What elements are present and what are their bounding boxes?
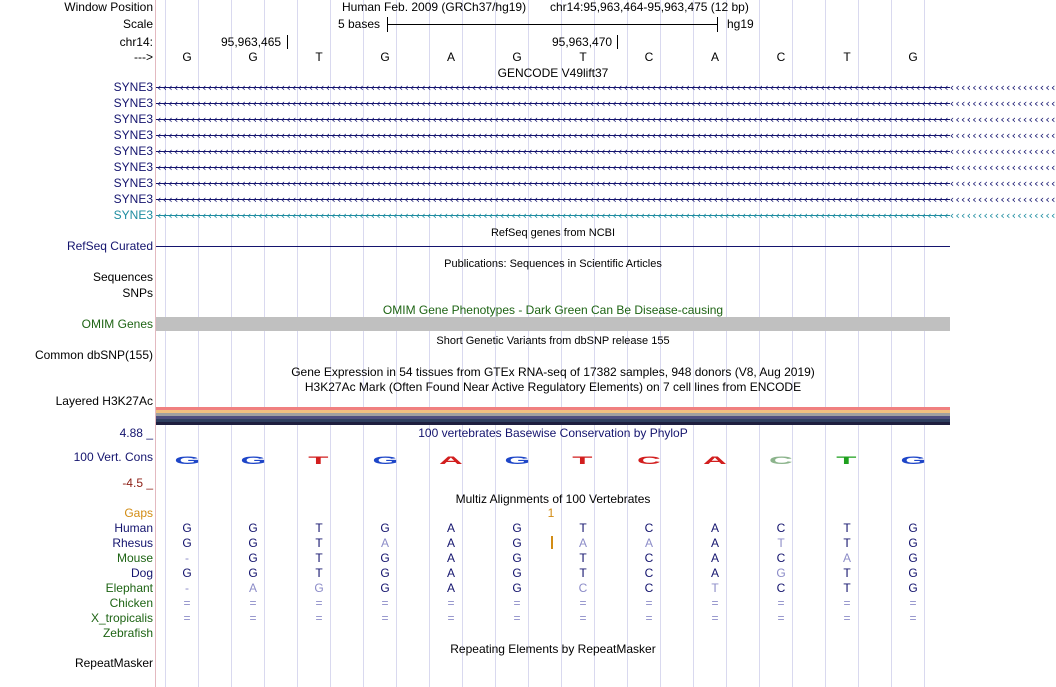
alignment-base: G [248,521,258,535]
reference-base: T [315,50,323,64]
snps-label[interactable]: SNPs [122,286,153,300]
species-label-elephant[interactable]: Elephant [105,581,153,595]
reference-base: C [776,50,786,64]
strand-arrows: ‹‹‹‹‹‹‹‹‹‹‹‹‹‹‹‹‹‹‹‹‹‹‹‹‹‹‹‹‹‹‹‹‹‹‹‹‹‹‹‹‹‹‹‹‹‹‹‹‹‹‹‹‹‹‹‹‹‹‹‹‹‹‹‹‹‹‹‹‹‹‹‹‹‹‹‹‹‹‹‹‹‹‹‹‹‹‹‹‹‹‹‹‹‹‹‹‹‹‹‹‹‹‹‹‹‹‹‹‹‹‹‹‹‹‹‹‹‹‹‹‹‹‹‹‹‹‹‹‹‹‹‹‹‹‹‹‹‹‹‹‹‹‹‹‹‹‹‹‹‹‹‹‹‹‹‹‹‹‹‹ [156,209,1056,222]
refseq-label[interactable]: RefSeq Curated [66,239,153,253]
alignment-base: = [447,611,455,625]
publications-title: Publications: Sequences in Scientific Articles [444,258,662,270]
refseq-gene[interactable] [156,239,950,254]
alignment-base: A [446,581,455,595]
alignment-base: T [315,536,323,550]
refseq-title: RefSeq genes from NCBI [490,227,616,239]
alignment-base: A [710,566,719,580]
conservation-title: 100 vertebrates Basewise Conservation by PhyloP [418,426,688,440]
multiz-title: Multiz Alignments of 100 Vertebrates [455,492,651,506]
alignment-base: = [315,596,323,610]
scale-bar-left-tick [387,17,388,32]
strand-arrows: ‹‹‹‹‹‹‹‹‹‹‹‹‹‹‹‹‹‹‹‹‹‹‹‹‹‹‹‹‹‹‹‹‹‹‹‹‹‹‹‹‹‹‹‹‹‹‹‹‹‹‹‹‹‹‹‹‹‹‹‹‹‹‹‹‹‹‹‹‹‹‹‹‹‹‹‹‹‹‹‹‹‹‹‹‹‹‹‹‹‹‹‹‹‹‹‹‹‹‹‹‹‹‹‹‹‹‹‹‹‹‹‹‹‹‹‹‹‹‹‹‹‹‹‹‹‹‹‹‹‹‹‹‹‹‹‹‹‹‹‹‹‹‹‹‹‹‹‹‹‹‹‹‹‹‹‹‹‹‹‹ [156,113,1056,126]
alignment-base: A [380,536,389,550]
conservation-base-glyph: G [504,455,531,467]
alignment-base: G [908,566,918,580]
alignment-base: T [579,566,587,580]
alignment-base: T [843,521,851,535]
alignment-base: A [842,551,851,565]
species-label-dog[interactable]: Dog [130,566,153,580]
alignment-base: A [446,566,455,580]
alignment-base: = [447,596,455,610]
gencode-transcript[interactable] [156,192,1056,207]
reference-base: G [908,50,918,64]
scale-text: 5 bases [338,17,381,31]
species-label-chicken[interactable]: Chicken [109,596,153,610]
gencode-title: GENCODE V49lift37 [497,66,609,80]
species-label-zebrafish[interactable]: Zebrafish [102,626,153,640]
gencode-transcript[interactable] [156,208,1056,223]
strand-arrows: ‹‹‹‹‹‹‹‹‹‹‹‹‹‹‹‹‹‹‹‹‹‹‹‹‹‹‹‹‹‹‹‹‹‹‹‹‹‹‹‹‹‹‹‹‹‹‹‹‹‹‹‹‹‹‹‹‹‹‹‹‹‹‹‹‹‹‹‹‹‹‹‹‹‹‹‹‹‹‹‹‹‹‹‹‹‹‹‹‹‹‹‹‹‹‹‹‹‹‹‹‹‹‹‹‹‹‹‹‹‹‹‹‹‹‹‹‹‹‹‹‹‹‹‹‹‹‹‹‹‹‹‹‹‹‹‹‹‹‹‹‹‹‹‹‹‹‹‹‹‹‹‹‹‹‹‹‹‹‹‹ [156,81,1056,94]
strand-arrows: ‹‹‹‹‹‹‹‹‹‹‹‹‹‹‹‹‹‹‹‹‹‹‹‹‹‹‹‹‹‹‹‹‹‹‹‹‹‹‹‹‹‹‹‹‹‹‹‹‹‹‹‹‹‹‹‹‹‹‹‹‹‹‹‹‹‹‹‹‹‹‹‹‹‹‹‹‹‹‹‹‹‹‹‹‹‹‹‹‹‹‹‹‹‹‹‹‹‹‹‹‹‹‹‹‹‹‹‹‹‹‹‹‹‹‹‹‹‹‹‹‹‹‹‹‹‹‹‹‹‹‹‹‹‹‹‹‹‹‹‹‹‹‹‹‹‹‹‹‹‹‹‹‹‹‹‹‹‹‹‹ [156,145,1056,158]
chrom-label: chr14: [119,35,153,49]
gencode-transcript-label[interactable]: SYNE3 [113,176,153,190]
alignment-base: T [777,536,785,550]
strand-arrows: ‹‹‹‹‹‹‹‹‹‹‹‹‹‹‹‹‹‹‹‹‹‹‹‹‹‹‹‹‹‹‹‹‹‹‹‹‹‹‹‹‹‹‹‹‹‹‹‹‹‹‹‹‹‹‹‹‹‹‹‹‹‹‹‹‹‹‹‹‹‹‹‹‹‹‹‹‹‹‹‹‹‹‹‹‹‹‹‹‹‹‹‹‹‹‹‹‹‹‹‹‹‹‹‹‹‹‹‹‹‹‹‹‹‹‹‹‹‹‹‹‹‹‹‹‹‹‹‹‹‹‹‹‹‹‹‹‹‹‹‹‹‹‹‹‹‹‹‹‹‹‹‹‹‹‹‹‹‹‹‹ [156,97,1056,110]
gaps-label: Gaps [124,506,153,520]
gencode-transcript-label[interactable]: SYNE3 [113,112,153,126]
omim-title: OMIM Gene Phenotypes - Dark Green Can Be Disease-causing [382,303,724,317]
alignment-base: G [512,521,522,535]
alignment-base: G [182,521,192,535]
gencode-transcript[interactable] [156,176,1056,191]
reference-base: A [710,50,719,64]
species-label-x_tropicalis[interactable]: X_tropicalis [90,611,153,625]
strand-arrows: ‹‹‹‹‹‹‹‹‹‹‹‹‹‹‹‹‹‹‹‹‹‹‹‹‹‹‹‹‹‹‹‹‹‹‹‹‹‹‹‹‹‹‹‹‹‹‹‹‹‹‹‹‹‹‹‹‹‹‹‹‹‹‹‹‹‹‹‹‹‹‹‹‹‹‹‹‹‹‹‹‹‹‹‹‹‹‹‹‹‹‹‹‹‹‹‹‹‹‹‹‹‹‹‹‹‹‹‹‹‹‹‹‹‹‹‹‹‹‹‹‹‹‹‹‹‹‹‹‹‹‹‹‹‹‹‹‹‹‹‹‹‹‹‹‹‹‹‹‹‹‹‹‹‹‹‹‹‹‹‹ [156,129,1056,142]
scale-label: Scale [122,17,153,31]
coord-label-2: 95,963,470 [552,35,613,49]
conservation-base-glyph: A [439,455,463,467]
strand-arrows: ‹‹‹‹‹‹‹‹‹‹‹‹‹‹‹‹‹‹‹‹‹‹‹‹‹‹‹‹‹‹‹‹‹‹‹‹‹‹‹‹‹‹‹‹‹‹‹‹‹‹‹‹‹‹‹‹‹‹‹‹‹‹‹‹‹‹‹‹‹‹‹‹‹‹‹‹‹‹‹‹‹‹‹‹‹‹‹‹‹‹‹‹‹‹‹‹‹‹‹‹‹‹‹‹‹‹‹‹‹‹‹‹‹‹‹‹‹‹‹‹‹‹‹‹‹‹‹‹‹‹‹‹‹‹‹‹‹‹‹‹‹‹‹‹‹‹‹‹‹‹‹‹‹‹‹‹‹‹‹‹ [156,161,1056,174]
alignment-base: T [579,521,587,535]
alignment-base: A [446,551,455,565]
alignment-base: T [843,566,851,580]
gencode-transcript[interactable] [156,128,1056,143]
coord-tick-1 [287,35,288,49]
alignment-base: - [185,551,189,565]
alignment-base: G [908,551,918,565]
species-label-rhesus[interactable]: Rhesus [112,536,153,550]
alignment-base: = [315,611,323,625]
alignment-base: G [380,581,390,595]
strand-arrows: ‹‹‹‹‹‹‹‹‹‹‹‹‹‹‹‹‹‹‹‹‹‹‹‹‹‹‹‹‹‹‹‹‹‹‹‹‹‹‹‹‹‹‹‹‹‹‹‹‹‹‹‹‹‹‹‹‹‹‹‹‹‹‹‹‹‹‹‹‹‹‹‹‹‹‹‹‹‹‹‹‹‹‹‹‹‹‹‹‹‹‹‹‹‹‹‹‹‹‹‹‹‹‹‹‹‹‹‹‹‹‹‹‹‹‹‹‹‹‹‹‹‹‹‹‹‹‹‹‹‹‹‹‹‹‹‹‹‹‹‹‹‹‹‹‹‹‹‹‹‹‹‹‹‹‹‹‹‹‹‹ [156,177,1056,190]
alignment-base: T [579,551,587,565]
gencode-transcript[interactable] [156,96,1056,111]
alignment-base: T [315,551,323,565]
reference-base: G [182,50,192,64]
alignment-base: G [380,551,390,565]
omim-label[interactable]: OMIM Genes [81,317,153,331]
h3k27ac-band[interactable] [156,422,950,425]
dbsnp-title: Short Genetic Variants from dbSNP release 155 [436,335,670,347]
alignment-base: A [578,536,587,550]
alignment-base: T [843,581,851,595]
reference-base: G [512,50,522,64]
alignment-base: = [777,611,785,625]
coord-tick-2 [617,35,618,49]
alignment-base: = [645,596,653,610]
alignment-base: G [908,581,918,595]
conservation-label[interactable]: 100 Vert. Cons [73,450,153,464]
alignment-base: A [644,536,653,550]
alignment-base: C [644,551,654,565]
alignment-base: C [776,581,786,595]
scale-bar-right-tick [717,17,718,32]
conservation-base-glyph: T [308,455,329,467]
alignment-base: = [645,611,653,625]
alignment-base: G [182,536,192,550]
strand-arrows: ‹‹‹‹‹‹‹‹‹‹‹‹‹‹‹‹‹‹‹‹‹‹‹‹‹‹‹‹‹‹‹‹‹‹‹‹‹‹‹‹‹‹‹‹‹‹‹‹‹‹‹‹‹‹‹‹‹‹‹‹‹‹‹‹‹‹‹‹‹‹‹‹‹‹‹‹‹‹‹‹‹‹‹‹‹‹‹‹‹‹‹‹‹‹‹‹‹‹‹‹‹‹‹‹‹‹‹‹‹‹‹‹‹‹‹‹‹‹‹‹‹‹‹‹‹‹‹‹‹‹‹‹‹‹‹‹‹‹‹‹‹‹‹‹‹‹‹‹‹‹‹‹‹‹‹‹‹‹‹‹ [156,193,1056,206]
alignment-base: = [843,611,851,625]
alignment-base: C [644,581,654,595]
alignment-base: = [381,611,389,625]
alignment-base: C [776,551,786,565]
alignment-base: G [776,566,786,580]
alignment-base: = [513,596,521,610]
reference-base: C [644,50,654,64]
window-position-label: Window Position [64,0,153,14]
alignment-base: A [446,536,455,550]
h3k27ac-title: H3K27Ac Mark (Often Found Near Active Regulatory Elements) on 7 cell lines from ENCODE [304,380,802,394]
alignment-base: = [249,596,257,610]
dbsnp-label[interactable]: Common dbSNP(155) [34,348,153,362]
gaps-value: 1 [547,506,555,520]
conservation-min: -4.5 _ [122,476,153,490]
gencode-transcript[interactable] [156,112,1056,127]
conservation-base-glyph: A [703,455,727,467]
alignment-base: C [776,521,786,535]
scale-assembly: hg19 [727,17,754,31]
reference-base: G [380,50,390,64]
alignment-base: A [710,551,719,565]
gencode-transcript-label[interactable]: SYNE3 [113,96,153,110]
conservation-base-glyph: C [769,455,793,467]
alignment-base: - [185,581,189,595]
conservation-base-glyph: C [637,455,661,467]
gencode-transcript-label[interactable]: SYNE3 [113,160,153,174]
alignment-base: = [711,611,719,625]
alignment-base: T [315,566,323,580]
alignment-base: G [182,566,192,580]
alignment-base: G [380,521,390,535]
strand-label: ---> [134,50,153,64]
alignment-base: = [579,611,587,625]
alignment-base: = [909,596,917,610]
reference-base: T [579,50,587,64]
alignment-base: = [183,596,191,610]
alignment-base: = [513,611,521,625]
species-label-human[interactable]: Human [114,521,153,535]
alignment-base: G [248,536,258,550]
alignment-base: G [908,521,918,535]
conservation-base-glyph: G [900,455,927,467]
alignment-base: = [777,596,785,610]
alignment-base: T [843,536,851,550]
species-label-mouse[interactable]: Mouse [116,551,153,565]
refseq-gene-line [156,246,950,247]
alignment-base: = [381,596,389,610]
repeatmasker-label[interactable]: RepeatMasker [74,656,153,670]
alignment-base: = [843,596,851,610]
gtex-title: Gene Expression in 54 tissues from GTEx RNA-seq of 17382 samples, 948 donors (V8, Aug 2019) [291,365,815,379]
alignment-base: A [248,581,257,595]
alignment-base: G [512,581,522,595]
conservation-base-glyph: T [836,455,857,467]
alignment-base: = [579,596,587,610]
h3k27ac-label[interactable]: Layered H3K27Ac [55,394,153,408]
alignment-base: T [711,581,719,595]
alignment-base: = [909,611,917,625]
gencode-transcript[interactable] [156,80,1056,95]
alignment-base: G [380,566,390,580]
alignment-base: T [315,521,323,535]
conservation-base-glyph: G [174,455,201,467]
alignment-base: A [710,521,719,535]
alignment-base: C [644,566,654,580]
assembly-title: Human Feb. 2009 (GRCh37/hg19) [342,0,527,14]
alignment-base: A [446,521,455,535]
alignment-base: G [248,551,258,565]
alignment-base: G [512,566,522,580]
alignment-base: C [578,581,588,595]
gencode-transcript[interactable] [156,160,1056,175]
alignment-base: = [711,596,719,610]
coord-label-1: 95,963,465 [221,35,282,49]
reference-base: G [248,50,258,64]
rhesus-insertion-marker [551,536,553,549]
gencode-transcript-label[interactable]: SYNE3 [113,128,153,142]
gencode-transcript-label[interactable]: SYNE3 [113,192,153,206]
alignment-base: = [249,611,257,625]
publications-label[interactable]: Sequences [92,270,153,284]
alignment-base: C [644,521,654,535]
gencode-transcript-label[interactable]: SYNE3 [113,144,153,158]
conservation-base-glyph: G [240,455,267,467]
alignment-base: G [314,581,324,595]
gencode-transcript-label[interactable]: SYNE3 [113,208,153,222]
conservation-base-glyph: G [372,455,399,467]
alignment-base: G [908,536,918,550]
conservation-base-glyph: T [572,455,593,467]
alignment-base: = [183,611,191,625]
alignment-base: G [512,536,522,550]
reference-base: A [446,50,455,64]
alignment-base: G [512,551,522,565]
repeatmasker-title: Repeating Elements by RepeatMasker [450,642,656,656]
scale-bar [387,24,717,25]
omim-bar[interactable] [156,317,950,331]
position-text[interactable]: chr14:95,963,464-95,963,475 (12 bp) [550,0,749,14]
gencode-transcript[interactable] [156,144,1056,159]
alignment-base: G [248,566,258,580]
gencode-transcript-label[interactable]: SYNE3 [113,80,153,94]
reference-base: T [843,50,851,64]
alignment-base: A [710,536,719,550]
conservation-max: 4.88 _ [119,426,153,440]
